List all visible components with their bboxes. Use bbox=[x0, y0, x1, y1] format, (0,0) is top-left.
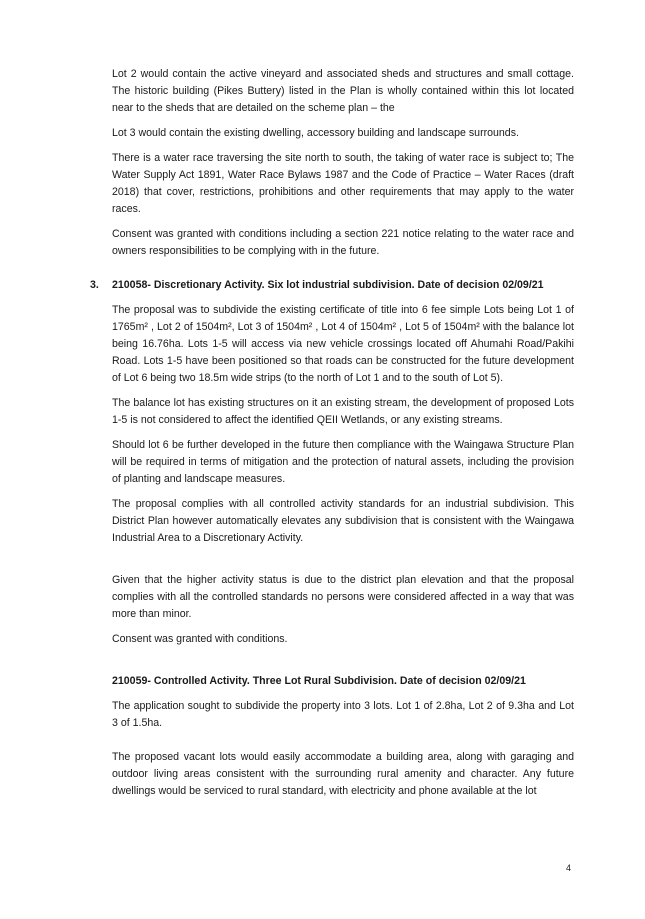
paragraph-consent-granted: Consent was granted with conditions. bbox=[112, 633, 288, 645]
section-4-heading: 210059- Controlled Activity. Three Lot Rural Subdivision. Date of decision 02/09/21 bbox=[112, 675, 526, 687]
paragraph-consent-water-race: Consent was granted with conditions including a section 221 notice relating to the water race and owners responsibilities to be complying with in the future. bbox=[112, 228, 574, 257]
section-3-heading bbox=[90, 277, 574, 294]
paragraph-balance-lot: The balance lot has existing structures on it an existing stream, the development of proposed Lots 1-5 is not considered to affect the identified QEII Wetlands, or any existing streams. bbox=[112, 397, 574, 426]
section-3-number: 3. bbox=[90, 279, 99, 291]
section-3-title: 210058- Discretionary Activity. Six lot industrial subdivision. Date of decision 02/09/21 bbox=[112, 279, 544, 291]
paragraph-three-lots: The application sought to subdivide the property into 3 lots. Lot 1 of 2.8ha, Lot 2 of 9.3ha and Lot 3 of 1.5ha. bbox=[112, 700, 574, 729]
paragraph-lot6-development: Should lot 6 be further developed in the future then compliance with the Waingawa Structure Plan will be required in terms of mitigation and the protection of natural assets, including the provision of planting and landscape measures. bbox=[112, 439, 574, 485]
paragraph-activity-status: Given that the higher activity status is due to the district plan elevation and that the proposal complies with all the controlled standards no persons were considered affected in a way that was more than minor. bbox=[112, 574, 574, 620]
paragraph-controlled-standards: The proposal complies with all controlled activity standards for an industrial subdivision. This District Plan however automatically elevates any subdivision that is consistent with the Waingawa Industrial Area to a Discretionary Activity. bbox=[112, 498, 574, 544]
page-number: 4 bbox=[566, 863, 572, 873]
paragraph-proposal-six-lots: The proposal was to subdivide the existing certificate of title into 6 fee simple Lots being Lot 1 of 1765m² , Lot 2 of 1504m², Lot 3 of 1504m² , Lot 4 of 1504m² , Lot 5 of 1504m² with the balance lot being 16.76ha. Lots 1-5 will access via new vehicle crossings located off Ahumahi Road/Pakihi Road. Lots 1-5 have been positioned so that roads can be constructed for the future development of Lot 6 being two 18.5m wide strips (to the north of Lot 1 and to the south of Lot 5). bbox=[112, 304, 574, 384]
paragraph-lot2: Lot 2 would contain the active vineyard and associated sheds and structures and small cottage. The historic building (Pikes Buttery) listed in the Plan is wholly contained within this lot located near to the sheds that are detailed on the scheme plan – the bbox=[112, 68, 574, 114]
document-page bbox=[90, 66, 574, 808]
paragraph-lot3: Lot 3 would contain the existing dwelling, accessory building and landscape surrounds. bbox=[112, 127, 519, 139]
paragraph-water-race: There is a water race traversing the site north to south, the taking of water race is subject to; The Water Supply Act 1891, Water Race Bylaws 1987 and the Code of Practice – Water Races (draft 2018) that cover, restrictions, prohibitions and other requirements that may apply to the water races. bbox=[112, 152, 574, 215]
paragraph-vacant-lots: The proposed vacant lots would easily accommodate a building area, along with garaging and outdoor living areas consistent with the surrounding rural amenity and character. Any future dwellings would be serviced to rural standard, with electricity and phone available at the lot bbox=[112, 751, 574, 797]
